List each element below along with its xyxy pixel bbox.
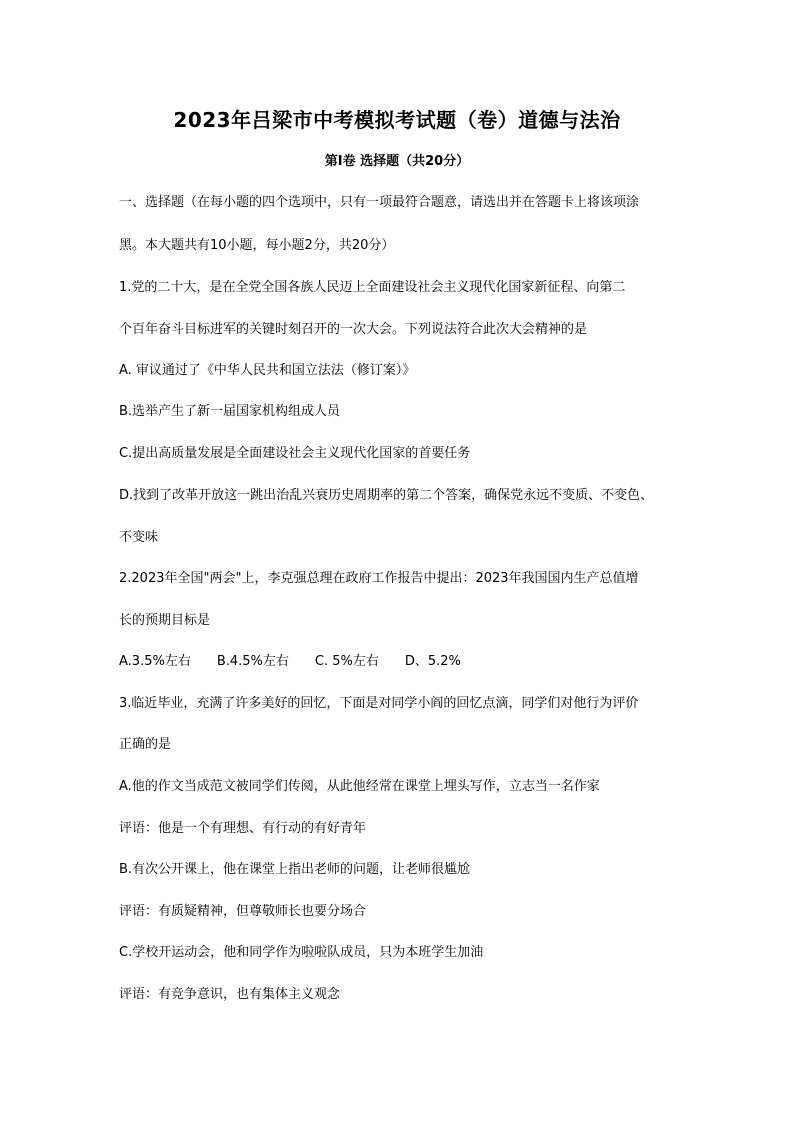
- q2-options: [119, 650, 461, 669]
- q2-stem-line-1: 2.2023年全国"两会"上，李克强总理在政府工作报告中提出：2023年我国国内生产总值增: [119, 571, 639, 586]
- q2-option-c: C. 5%左右: [314, 654, 379, 669]
- q2-option-a: A.3.5%左右: [119, 654, 191, 669]
- q2-option-b: B.4.5%左右: [216, 654, 289, 669]
- q3-option-c: C.学校开运动会，他和同学作为啦啦队成员，只为本班学生加油: [119, 945, 484, 960]
- q3-stem-line-2: 正确的是: [119, 737, 172, 752]
- q1-option-d-line-1: D.找到了改革开放这一跳出治乱兴衰历史周期率的第二个答案，确保党永远不变质、不变色、: [119, 488, 654, 503]
- q1-option-d-line-2: 不变味: [119, 530, 159, 545]
- q3-option-a: A.他的作文当成范文被同学们传阅，从此他经常在课堂上埋头写作，立志当一名作家: [119, 779, 600, 794]
- instructions-line-1: 一、选择题（在每小题的四个选项中，只有一项最符合题意，请选出并在答题卡上将该项涂: [119, 195, 640, 210]
- q2-stem-line-2: 长的预期目标是: [119, 613, 211, 628]
- q1-stem-line-1: 1.党的二十大，是在全党全国各族人民迈上全面建设社会主义现代化国家新征程、向第二: [119, 280, 626, 295]
- q1-stem-line-2: 个百年奋斗目标进军的关键时刻召开的一次大会。下列说法符合此次大会精神的是: [119, 322, 588, 337]
- q1-option-c: C.提出高质量发展是全面建设社会主义现代化国家的首要任务: [119, 446, 471, 461]
- q3-stem-line-1: 3.临近毕业，充满了许多美好的回忆，下面是对同学小阎的回忆点滴，同学们对他行为评价: [119, 696, 639, 711]
- q1-option-a: A. 审议通过了《中华人民共和国立法法（修订案）》: [119, 363, 416, 378]
- q3-comment-b: 评语：有质疑精神，但尊敬师长也要分场合: [119, 904, 367, 919]
- q3-option-b: B.有次公开课上，他在课堂上指出老师的问题，让老师很尴尬: [119, 862, 471, 877]
- q3-comment-a: 评语：他是一个有理想、有行动的有好青年: [119, 821, 367, 836]
- instructions-line-2: 黑。本大题共有10小题，每小题2分，共20分）: [119, 238, 395, 253]
- q3-comment-c: 评语：有竞争意识，也有集体主义观念: [119, 987, 341, 1002]
- page-title: 2023年吕梁市中考模拟考试题（卷）道德与法治: [173, 108, 621, 132]
- section-subtitle: 第Ⅰ卷 选择题（共20分）: [324, 154, 470, 169]
- q2-option-d: D、5.2%: [404, 654, 461, 669]
- q1-option-b: B.选举产生了新一届国家机构组成人员: [119, 404, 341, 419]
